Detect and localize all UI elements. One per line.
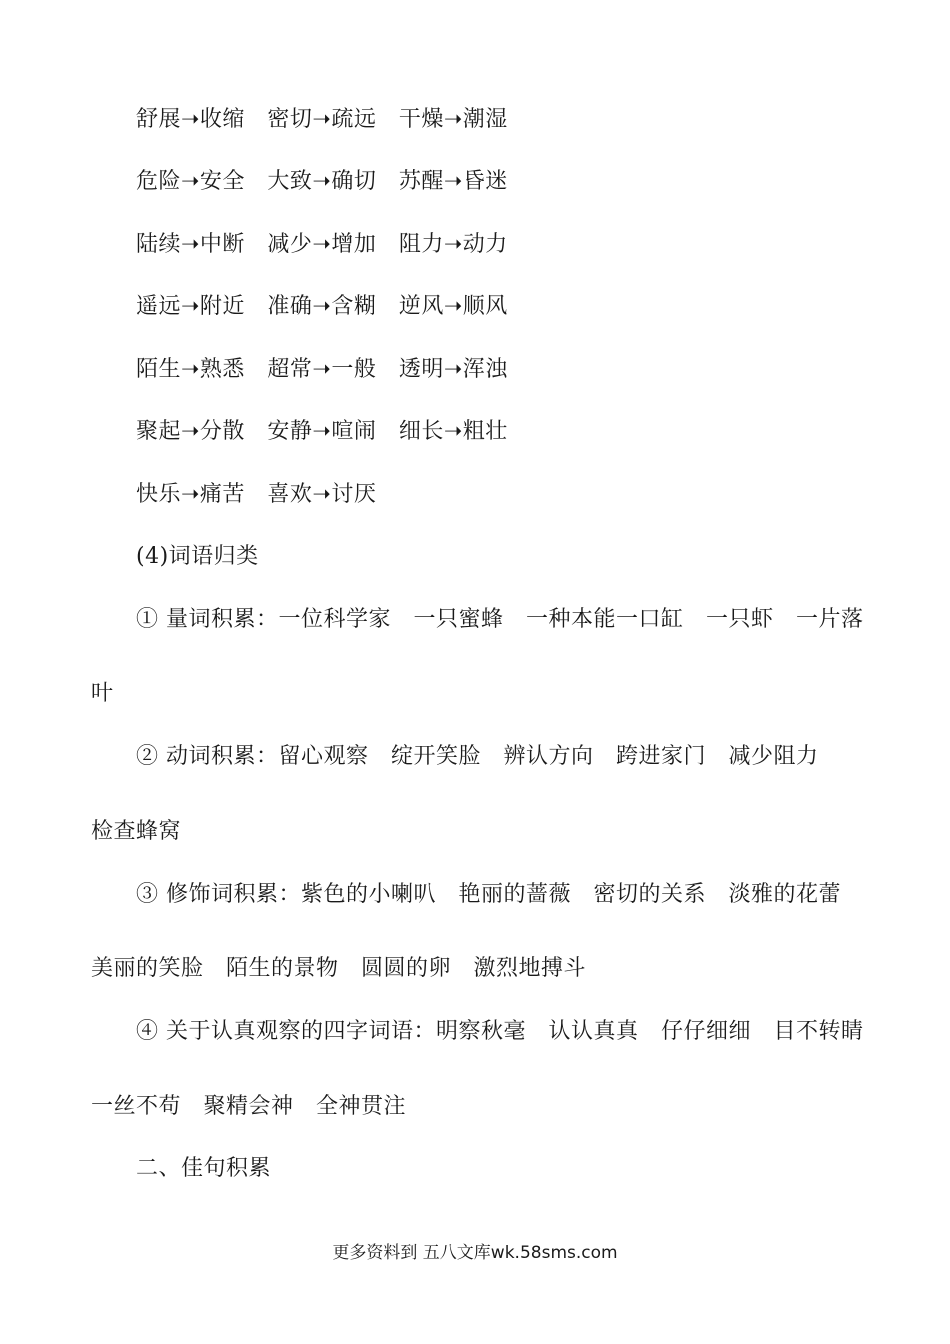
classify-modifiers: ③ 修饰词积累：紫色的小喇叭 艳丽的蔷薇 密切的关系 淡雅的花蕾 [136, 882, 841, 907]
antonym-line-4: 遥远➝附近 准确➝含糊 逆风➝顺风 [136, 294, 508, 319]
antonym-line-5: 陌生➝熟悉 超常➝一般 透明➝浑浊 [136, 357, 508, 382]
classify-verbs-wrap: 检查蜂窝 [91, 819, 182, 844]
classify-four-char-words-wrap: 一丝不苟 聚精会神 全神贯注 [91, 1094, 407, 1119]
antonym-line-7: 快乐➝痛苦 喜欢➝讨厌 [136, 482, 377, 507]
antonym-line-1: 舒展➝收缩 密切➝疏远 干燥➝潮湿 [136, 107, 508, 132]
section-4-title: (4)词语归类 [136, 544, 259, 569]
classify-four-char-words: ④ 关于认真观察的四字词语：明察秋毫 认认真真 仔仔细细 目不转睛 [136, 1019, 864, 1044]
page-footer: 更多资料到 五八文库wk.58sms.com [332, 1243, 618, 1263]
classify-modifiers-wrap: 美丽的笑脸 陌生的景物 圆圆的卵 激烈地搏斗 [91, 956, 587, 981]
classify-verbs: ② 动词积累：留心观察 绽开笑脸 辨认方向 跨进家门 减少阻力 [136, 744, 819, 769]
classify-measure-words-wrap: 叶 [91, 681, 114, 706]
antonym-line-2: 危险➝安全 大致➝确切 苏醒➝昏迷 [136, 169, 508, 194]
antonym-line-6: 聚起➝分散 安静➝喧闹 细长➝粗壮 [136, 419, 508, 444]
antonym-line-3: 陆续➝中断 减少➝增加 阻力➝动力 [136, 232, 508, 257]
classify-measure-words: ① 量词积累：一位科学家 一只蜜蜂 一种本能一口缸 一只虾 一片落 [136, 607, 864, 632]
section-2-title: 二、佳句积累 [136, 1156, 272, 1181]
